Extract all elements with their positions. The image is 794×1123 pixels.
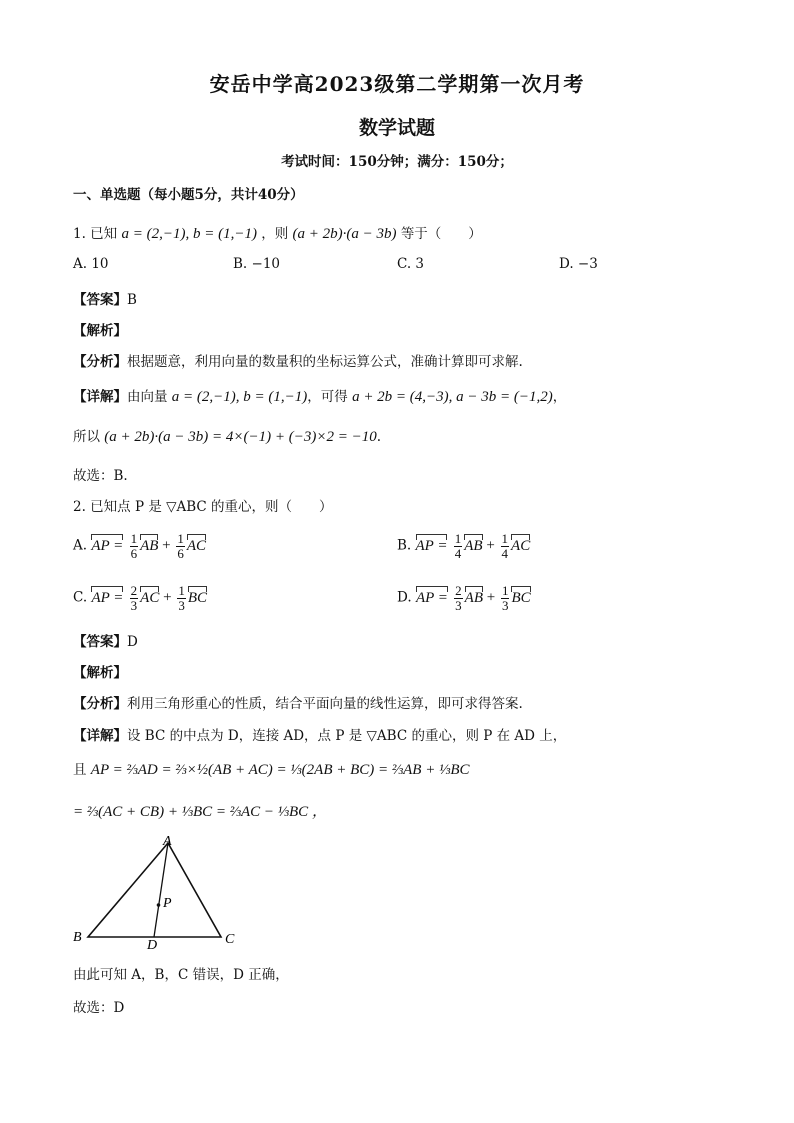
fraction	[176, 532, 185, 560]
fraction	[501, 584, 510, 612]
q2-xiangjie-line1	[73, 724, 566, 744]
q2-fenxi-label: 【分析】	[73, 696, 127, 712]
label-p: P	[163, 896, 172, 911]
label-a: A	[163, 835, 172, 849]
fraction-denominator: 6	[130, 545, 138, 561]
q1-fenxi-label: 【分析】	[73, 354, 127, 370]
fraction-numerator: 1	[501, 531, 509, 546]
q1-expression: (a + 2b)·(a − 3b)	[292, 226, 397, 242]
vector-term: AB	[464, 537, 483, 554]
q2-option-b	[397, 532, 530, 560]
fraction	[454, 584, 463, 612]
operator: +	[482, 537, 499, 554]
triangle-abc	[88, 843, 221, 937]
q2-option-b-lhs	[416, 538, 448, 554]
q2-answer-value: D	[127, 634, 138, 650]
fraction-numerator: 1	[501, 583, 509, 598]
vector-term: BC	[511, 589, 531, 606]
q2-xiangjie-prefix: 且	[73, 762, 87, 778]
q2-fenxi-text: 利用三角形重心的性质，结合平面向量的线性运算，即可求得答案.	[127, 696, 523, 712]
q1-stem-suffix: 等于（ ）	[400, 226, 482, 242]
q2-option-d	[397, 584, 531, 612]
fraction-numerator: 2	[130, 583, 138, 598]
q2-option-c-lhs	[91, 590, 123, 606]
q2-xiangjie-line3	[73, 800, 327, 821]
q1-xiangjie-math-d: a + 2b = (4,−3), a − 3b = (−1,2)	[352, 389, 553, 405]
q2-option-a	[73, 532, 206, 560]
q1-xiangjie-text-2a: 所以	[73, 429, 100, 445]
vector-ap: AP =	[415, 589, 448, 606]
exam-info: 考试时间：150分钟；满分：150分；	[281, 154, 513, 170]
q1-conclusion: 故选：B.	[73, 468, 128, 484]
section-heading: 一、单选题（每小题5分，共计40分）	[73, 187, 304, 203]
vector-ap: AP =	[91, 589, 124, 606]
fraction	[177, 584, 186, 612]
vector-ap: AP =	[91, 537, 124, 554]
vector-term: AC	[186, 537, 207, 554]
vector-term: BC	[187, 589, 207, 606]
fraction-denominator: 3	[455, 597, 462, 613]
q1-xiangjie-text-c: ，可得	[307, 389, 348, 405]
q2-option-a-lhs	[91, 538, 123, 554]
q1-answer-value: B	[127, 292, 137, 308]
q1-xiangjie-text-2c: .	[376, 429, 382, 445]
fraction-denominator: 4	[501, 545, 509, 561]
fraction-numerator: 1	[454, 531, 462, 546]
q1-fenxi	[73, 350, 523, 370]
q2-option-b-label: B.	[397, 537, 412, 554]
centroid-point	[157, 903, 161, 907]
vector-ap: AP =	[415, 537, 448, 554]
label-d: D	[147, 938, 158, 950]
q1-option-c: C. 3	[397, 256, 425, 272]
label-b: B	[73, 930, 82, 945]
vector-term: AB	[464, 589, 483, 606]
operator: +	[159, 589, 176, 606]
vector-term: AC	[140, 589, 160, 606]
q1-answer-label: 【答案】	[73, 292, 127, 308]
vector-term: AB	[140, 537, 159, 554]
q2-stem: 2. 已知点 P 是 ▽ABC 的重心，则（ ）	[73, 499, 333, 515]
fraction-denominator: 3	[501, 597, 509, 613]
q1-xiangjie-text-e: ，	[552, 389, 567, 405]
fraction	[454, 532, 463, 560]
q1-fenxi-text: 根据题意，利用向量的数量积的坐标运算公式，准确计算即可求解.	[127, 354, 523, 370]
q1-option-a: A. 10	[73, 256, 109, 272]
q1-answer	[73, 288, 137, 308]
q2-xiangjie-line2	[73, 758, 470, 779]
q2-xiangjie-math-3: = ⅔(AC + CB) + ⅓BC = ⅔AC − ⅓BC ，	[73, 804, 327, 820]
vector-term: AC	[511, 537, 531, 554]
fraction-numerator: 1	[177, 531, 184, 546]
fraction	[130, 532, 139, 560]
q1-xiangjie-label: 【详解】	[73, 389, 127, 405]
q2-option-d-lhs	[416, 590, 448, 606]
q1-stem-mid: ，则	[261, 226, 289, 242]
q2-option-d-label: D.	[397, 589, 412, 606]
q1-xiangjie-line1	[73, 385, 566, 406]
q2-xiangjie-text-1: 设 BC 的中点为 D，连接 AD，点 P 是 ▽ABC 的重心，则 P 在 AD 上，	[127, 728, 567, 744]
q2-option-a-label: A.	[73, 537, 88, 554]
q1-option-d: D. −3	[559, 256, 598, 272]
q2-xiangjie-math-2: AP = ⅔AD = ⅔×½(AB + AC) = ⅓(2AB + BC) = ⅔AB + ⅓BC	[90, 762, 470, 778]
q1-given-vectors: a = (2,−1), b = (1,−1)	[121, 226, 257, 242]
q2-conclusion-2: 故选：D	[73, 1000, 125, 1016]
q1-xiangjie-math-2b: (a + 2b)·(a − 3b) = 4×(−1) + (−3)×2 = −10	[104, 429, 377, 445]
q2-answer-label: 【答案】	[73, 634, 127, 650]
q1-option-b: B. −10	[233, 256, 280, 272]
fraction-numerator: 2	[455, 583, 462, 598]
q2-option-c	[73, 584, 207, 612]
q1-xiangjie-math-b: a = (2,−1), b = (1,−1)	[171, 389, 308, 405]
fraction-denominator: 3	[178, 597, 185, 613]
q2-xiangjie-label: 【详解】	[73, 728, 127, 744]
exam-subtitle: 数学试题	[358, 117, 435, 139]
q2-fenxi	[73, 692, 523, 712]
q1-stem	[73, 222, 482, 243]
fraction-denominator: 6	[177, 545, 184, 561]
exam-title: 安岳中学高2023级第二学期第一次月考	[209, 72, 585, 96]
label-c: C	[225, 932, 235, 947]
q2-conclusion-1: 由此可知 A，B，C 错误，D 正确，	[73, 967, 289, 983]
triangle-figure	[70, 835, 250, 950]
fraction-numerator: 1	[130, 531, 138, 546]
fraction	[501, 532, 510, 560]
fraction-numerator: 1	[178, 583, 185, 598]
operator: +	[158, 537, 175, 554]
q2-analysis-label: 【解析】	[73, 665, 127, 681]
q2-answer	[73, 630, 138, 650]
fraction-denominator: 4	[454, 545, 462, 561]
q1-xiangjie-line2	[73, 425, 381, 446]
q2-option-c-label: C.	[73, 589, 88, 606]
q1-stem-prefix: 1. 已知	[73, 226, 118, 242]
operator: +	[483, 589, 499, 606]
q1-analysis-label: 【解析】	[73, 323, 127, 339]
fraction-denominator: 3	[130, 597, 138, 613]
q1-xiangjie-text-a: 由向量	[127, 389, 168, 405]
fraction	[130, 584, 139, 612]
